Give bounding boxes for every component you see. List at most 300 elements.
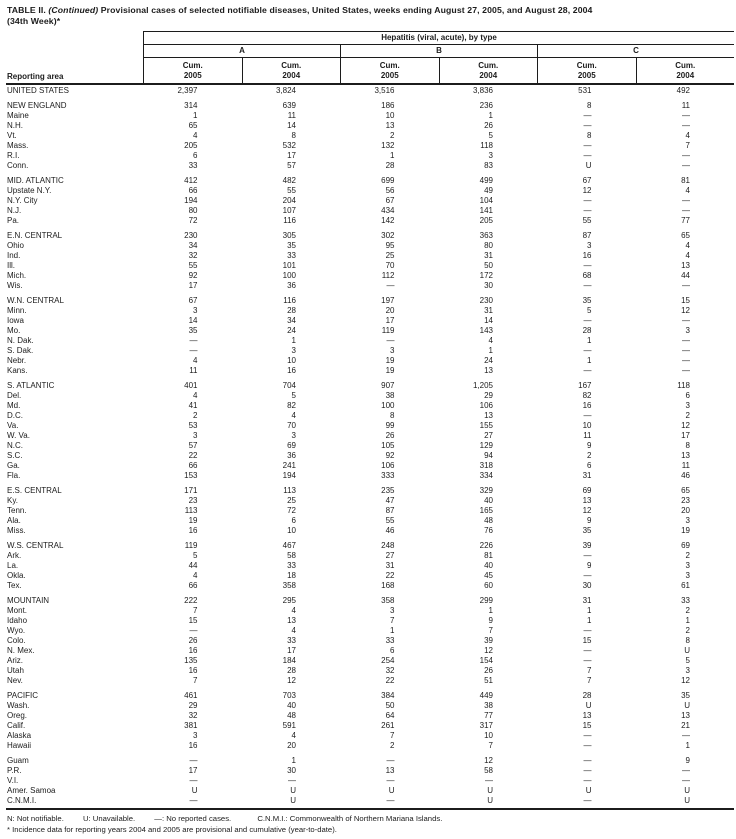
value-cell: 7 [193, 606, 198, 615]
value-cell: 358 [282, 581, 296, 590]
table-row [6, 196, 734, 206]
cum-2005-b-header: Cum. 2005 [340, 58, 439, 83]
value-cell: 7 [390, 731, 395, 740]
value-cell: 55 [582, 216, 592, 225]
value-cell: 12 [681, 306, 690, 315]
value-cell: 2,397 [177, 86, 198, 95]
value-cell: 95 [385, 241, 395, 250]
value-cell: 46 [681, 471, 690, 480]
value-cell: 87 [385, 506, 395, 515]
value-cell: 31 [582, 471, 592, 480]
value-cell: 194 [184, 196, 198, 205]
table-row [6, 701, 734, 711]
table-row [6, 561, 734, 571]
value-cell: 13 [385, 766, 395, 775]
value-cell: 261 [381, 721, 395, 730]
reporting-area-cell: S. ATLANTIC [7, 381, 55, 390]
value-cell: 8 [390, 411, 395, 420]
value-cell: 17 [188, 281, 198, 290]
value-cell: 12 [484, 646, 493, 655]
value-cell: 16 [582, 401, 592, 410]
reporting-area-cell: Md. [7, 401, 21, 410]
value-cell: — [583, 646, 592, 655]
value-cell: 11 [681, 101, 690, 110]
value-cell: — [583, 316, 592, 325]
value-cell: 57 [188, 441, 198, 450]
value-cell: 4 [685, 186, 690, 195]
value-cell: 32 [385, 666, 395, 675]
value-cell: 60 [484, 581, 493, 590]
value-cell: 8 [685, 441, 690, 450]
value-cell: 35 [681, 691, 690, 700]
reporting-area-cell: Va. [7, 421, 19, 430]
value-cell: 17 [188, 766, 198, 775]
value-cell: 12 [681, 676, 690, 685]
value-cell: 46 [385, 526, 395, 535]
value-cell: 44 [681, 271, 690, 280]
reporting-area-cell: Utah [7, 666, 24, 675]
value-cell: 17 [385, 316, 395, 325]
table-row [6, 241, 734, 251]
value-cell: 24 [287, 326, 296, 335]
table-row [6, 381, 734, 391]
value-cell: — [682, 111, 690, 120]
value-cell: 119 [381, 326, 395, 335]
reporting-area-cell: Wis. [7, 281, 23, 290]
footnote-item: U: Unavailable. [82, 814, 136, 823]
value-cell: 205 [184, 141, 198, 150]
value-cell: — [583, 366, 592, 375]
value-cell: 467 [282, 541, 296, 550]
reporting-area-cell: Ala. [7, 516, 21, 525]
value-cell: 3 [685, 571, 690, 580]
value-cell: 28 [385, 161, 395, 170]
value-cell: — [682, 281, 690, 290]
table-row [6, 441, 734, 451]
value-cell: 41 [188, 401, 198, 410]
type-b-header: B [340, 45, 537, 57]
value-cell: 11 [189, 366, 198, 375]
value-cell: — [682, 776, 690, 785]
value-cell: — [583, 731, 592, 740]
value-cell: 81 [484, 551, 493, 560]
value-cell: 100 [381, 401, 395, 410]
value-cell: 205 [479, 216, 493, 225]
value-cell: 4 [193, 356, 198, 365]
table-row [6, 401, 734, 411]
value-cell: 25 [385, 251, 395, 260]
value-cell: — [583, 656, 592, 665]
value-cell: 19 [681, 526, 690, 535]
value-cell: 22 [385, 571, 395, 580]
value-cell: 16 [287, 366, 296, 375]
value-cell: 29 [188, 701, 198, 710]
table-row [6, 431, 734, 441]
value-cell: 155 [479, 421, 493, 430]
value-cell: 3 [291, 346, 296, 355]
value-cell: — [682, 196, 690, 205]
table-row [6, 121, 734, 131]
reporting-area-cell: N.Y. City [7, 196, 38, 205]
value-cell: 9 [587, 561, 592, 570]
value-cell: 141 [479, 206, 493, 215]
reporting-area-cell: Hawaii [7, 741, 32, 750]
value-cell: — [583, 261, 592, 270]
reporting-area-cell: E.N. CENTRAL [7, 231, 63, 240]
value-cell: 10 [385, 111, 395, 120]
header-columns [143, 31, 734, 83]
value-cell: 8 [291, 131, 296, 140]
value-cell: 8 [685, 636, 690, 645]
value-cell: 143 [479, 326, 493, 335]
value-cell: 51 [484, 676, 493, 685]
value-cell: 6 [587, 461, 592, 470]
value-cell: 305 [282, 231, 296, 240]
value-cell: 38 [385, 391, 395, 400]
value-cell: 132 [381, 141, 395, 150]
reporting-area-cell: R.I. [7, 151, 20, 160]
value-cell: — [189, 796, 198, 805]
table-row [6, 101, 734, 111]
table-row [6, 526, 734, 536]
value-cell: 7 [587, 666, 592, 675]
value-cell: 39 [582, 541, 592, 550]
value-cell: 10 [287, 356, 296, 365]
value-cell: 10 [582, 421, 592, 430]
value-cell: 69 [582, 486, 592, 495]
value-cell: — [583, 121, 592, 130]
reporting-area-cell: S.C. [7, 451, 23, 460]
table-row [6, 336, 734, 346]
value-cell: 153 [184, 471, 198, 480]
reporting-area-cell: Guam [7, 756, 29, 765]
reporting-area-cell: Del. [7, 391, 22, 400]
value-cell: 27 [484, 431, 493, 440]
value-cell: 92 [188, 271, 198, 280]
value-cell: — [386, 776, 395, 785]
value-cell: 704 [282, 381, 296, 390]
value-cell: 4 [685, 251, 690, 260]
value-cell: 12 [681, 421, 690, 430]
notifiable-diseases-table [6, 31, 734, 810]
value-cell: 1 [488, 606, 493, 615]
value-cell: 31 [484, 251, 493, 260]
value-cell: 29 [484, 391, 493, 400]
value-cell: 4 [193, 391, 198, 400]
value-cell: 412 [184, 176, 198, 185]
table-row [6, 151, 734, 161]
value-cell: 236 [479, 101, 493, 110]
table-row [6, 756, 734, 766]
reporting-area-cell: Colo. [7, 636, 26, 645]
value-cell: 8 [587, 101, 592, 110]
table-row [6, 271, 734, 281]
value-cell: 50 [484, 261, 493, 270]
value-cell: 44 [188, 561, 198, 570]
value-cell: 329 [479, 486, 493, 495]
value-cell: — [386, 796, 395, 805]
value-cell: 5 [587, 306, 592, 315]
value-cell: 15 [681, 296, 690, 305]
value-cell: 17 [287, 646, 296, 655]
value-cell: U [487, 796, 493, 805]
table-row [6, 411, 734, 421]
value-cell: 48 [287, 711, 296, 720]
value-cell: 299 [479, 596, 493, 605]
value-cell: 19 [385, 366, 395, 375]
value-cell: 7 [587, 676, 592, 685]
table-body [6, 85, 734, 806]
value-cell: — [189, 346, 198, 355]
value-cell: — [189, 776, 198, 785]
value-cell: 33 [287, 561, 296, 570]
value-cell: 639 [282, 101, 296, 110]
table-row [6, 486, 734, 496]
reporting-area-cell: MOUNTAIN [7, 596, 50, 605]
value-cell: — [682, 766, 690, 775]
value-cell: 14 [484, 316, 493, 325]
value-cell: 112 [381, 271, 395, 280]
value-cell: 35 [287, 241, 296, 250]
value-cell: 49 [484, 186, 493, 195]
value-cell: 47 [385, 496, 395, 505]
table-row [6, 571, 734, 581]
table-row [6, 731, 734, 741]
table-row [6, 776, 734, 786]
value-cell: 34 [188, 241, 198, 250]
value-cell: 13 [287, 616, 296, 625]
value-cell: 3 [193, 306, 198, 315]
value-cell: 70 [385, 261, 395, 270]
value-cell: 7 [685, 141, 690, 150]
cum-2004-a-header: Cum. 2004 [242, 58, 341, 83]
table-row [6, 216, 734, 226]
value-cell: 36 [287, 451, 296, 460]
value-cell: 333 [381, 471, 395, 480]
footnote-item: —: No reported cases. [154, 814, 232, 823]
value-cell: 58 [484, 766, 493, 775]
value-cell: 35 [188, 326, 198, 335]
table-row [6, 596, 734, 606]
value-cell: — [386, 336, 395, 345]
value-cell: 13 [484, 411, 493, 420]
reporting-area-cell: N.H. [7, 121, 23, 130]
value-cell: 22 [385, 676, 395, 685]
value-cell: 39 [484, 636, 493, 645]
value-cell: 11 [681, 461, 690, 470]
table-row [6, 326, 734, 336]
value-cell: 104 [479, 196, 493, 205]
value-cell: 30 [582, 581, 592, 590]
value-cell: 1,205 [472, 381, 493, 390]
value-cell: 4 [193, 131, 198, 140]
value-cell: 33 [681, 596, 690, 605]
value-cell: 50 [385, 701, 395, 710]
value-cell: 12 [287, 676, 296, 685]
value-cell: 142 [381, 216, 395, 225]
value-cell: 3 [390, 606, 395, 615]
value-cell: 66 [188, 186, 198, 195]
reporting-area-cell: Pa. [7, 216, 20, 225]
value-cell: 499 [479, 176, 493, 185]
value-cell: 36 [287, 281, 296, 290]
value-cell: 482 [282, 176, 296, 185]
value-cell: 67 [582, 176, 592, 185]
value-cell: — [485, 776, 493, 785]
table-row [6, 646, 734, 656]
value-cell: 13 [681, 451, 690, 460]
reporting-area-cell: Idaho [7, 616, 28, 625]
value-cell: 4 [291, 731, 296, 740]
table-row [6, 206, 734, 216]
table-bottom-rule [6, 808, 734, 810]
value-cell: — [386, 756, 395, 765]
value-cell: 16 [188, 646, 198, 655]
value-cell: 94 [484, 451, 493, 460]
value-cell: 15 [582, 721, 592, 730]
value-cell: 3 [587, 241, 592, 250]
reporting-area-cell: D.C. [7, 411, 23, 420]
value-cell: 7 [390, 616, 395, 625]
table-row [6, 186, 734, 196]
cum-2005-a-header: Cum. 2005 [182, 61, 203, 80]
value-cell: 61 [681, 581, 690, 590]
value-cell: 28 [582, 691, 592, 700]
value-cell: 172 [479, 271, 493, 280]
value-cell: 26 [385, 431, 395, 440]
reporting-area-cell: Calif. [7, 721, 26, 730]
value-cell: 591 [282, 721, 296, 730]
value-cell: 13 [385, 121, 395, 130]
reporting-area-cell: Oreg. [7, 711, 28, 720]
value-cell: — [583, 766, 592, 775]
table-row [6, 111, 734, 121]
value-cell: 35 [582, 526, 592, 535]
value-cell: 5 [291, 391, 296, 400]
value-cell: 40 [484, 561, 493, 570]
value-cell: 1 [291, 756, 296, 765]
value-cell: 28 [287, 306, 296, 315]
table-row [6, 786, 734, 796]
reporting-area-cell: Ga. [7, 461, 20, 470]
value-cell: 167 [578, 381, 592, 390]
table-row [6, 366, 734, 376]
value-cell: 113 [283, 486, 296, 495]
value-cell: 1 [488, 111, 493, 120]
reporting-area-cell: P.R. [7, 766, 22, 775]
value-cell: 118 [677, 381, 690, 390]
value-cell: 165 [479, 506, 493, 515]
table-row [6, 141, 734, 151]
reporting-area-cell: Ill. [7, 261, 15, 270]
value-cell: 254 [381, 656, 395, 665]
value-cell: 4 [291, 606, 296, 615]
value-cell: 3,516 [374, 86, 395, 95]
value-cell: 40 [287, 701, 296, 710]
table-row [6, 346, 734, 356]
table-row [6, 451, 734, 461]
value-cell: 30 [287, 766, 296, 775]
value-cell: 80 [188, 206, 198, 215]
cum-2005-c-header: Cum. 2005 [537, 58, 636, 83]
table-header [6, 31, 734, 85]
value-cell: — [583, 111, 592, 120]
value-cell: 4 [685, 131, 690, 140]
reporting-area-cell: W.S. CENTRAL [7, 541, 64, 550]
value-cell: 184 [282, 656, 296, 665]
value-cell: 3 [685, 326, 690, 335]
value-cell: 2 [193, 411, 198, 420]
value-cell: 9 [488, 616, 493, 625]
value-cell: 3 [193, 731, 198, 740]
value-cell: 363 [479, 231, 493, 240]
type-header-row [144, 45, 734, 58]
value-cell: 116 [283, 296, 296, 305]
table-row [6, 606, 734, 616]
value-cell: 19 [188, 516, 198, 525]
value-cell: 64 [385, 711, 395, 720]
value-cell: 1 [587, 336, 592, 345]
value-cell: 72 [287, 506, 296, 515]
value-cell: 6 [685, 391, 690, 400]
value-cell: 3 [291, 431, 296, 440]
footnote-item: N: Not notifiable. [7, 814, 64, 823]
value-cell: 83 [484, 161, 493, 170]
value-cell: 135 [184, 656, 198, 665]
value-cell: 106 [381, 461, 395, 470]
value-cell: 230 [479, 296, 493, 305]
table-row [6, 766, 734, 776]
value-cell: 15 [188, 616, 198, 625]
value-cell: 116 [283, 216, 296, 225]
value-cell: U [388, 786, 395, 795]
value-cell: 24 [484, 356, 493, 365]
value-cell: 381 [184, 721, 198, 730]
value-cell: 317 [479, 721, 493, 730]
value-cell: — [386, 281, 395, 290]
reporting-area-cell: Wash. [7, 701, 30, 710]
reporting-area-cell: Iowa [7, 316, 24, 325]
value-cell: 19 [385, 356, 395, 365]
reporting-area-cell: Minn. [7, 306, 27, 315]
table-row [6, 506, 734, 516]
value-cell: 12 [582, 186, 592, 195]
value-cell: 28 [582, 326, 592, 335]
value-cell: 20 [287, 741, 296, 750]
value-cell: 77 [681, 216, 690, 225]
value-cell: 82 [582, 391, 592, 400]
value-cell: 13 [681, 711, 690, 720]
value-cell: — [583, 206, 592, 215]
value-cell: 13 [582, 711, 592, 720]
value-cell: 28 [287, 666, 296, 675]
value-cell: 197 [381, 296, 395, 305]
value-cell: 56 [385, 186, 395, 195]
value-cell: U [585, 786, 592, 795]
value-cell: 31 [385, 561, 395, 570]
reporting-area-cell: PACIFIC [7, 691, 38, 700]
footnotes [7, 814, 732, 835]
value-cell: — [682, 121, 690, 130]
value-cell: 34 [287, 316, 296, 325]
value-cell: 2 [685, 411, 690, 420]
value-cell: U [684, 786, 690, 795]
reporting-area-cell: Mich. [7, 271, 27, 280]
value-cell: — [583, 776, 592, 785]
value-cell: 4 [193, 571, 198, 580]
value-cell: 45 [484, 571, 493, 580]
value-cell: 13 [484, 366, 493, 375]
